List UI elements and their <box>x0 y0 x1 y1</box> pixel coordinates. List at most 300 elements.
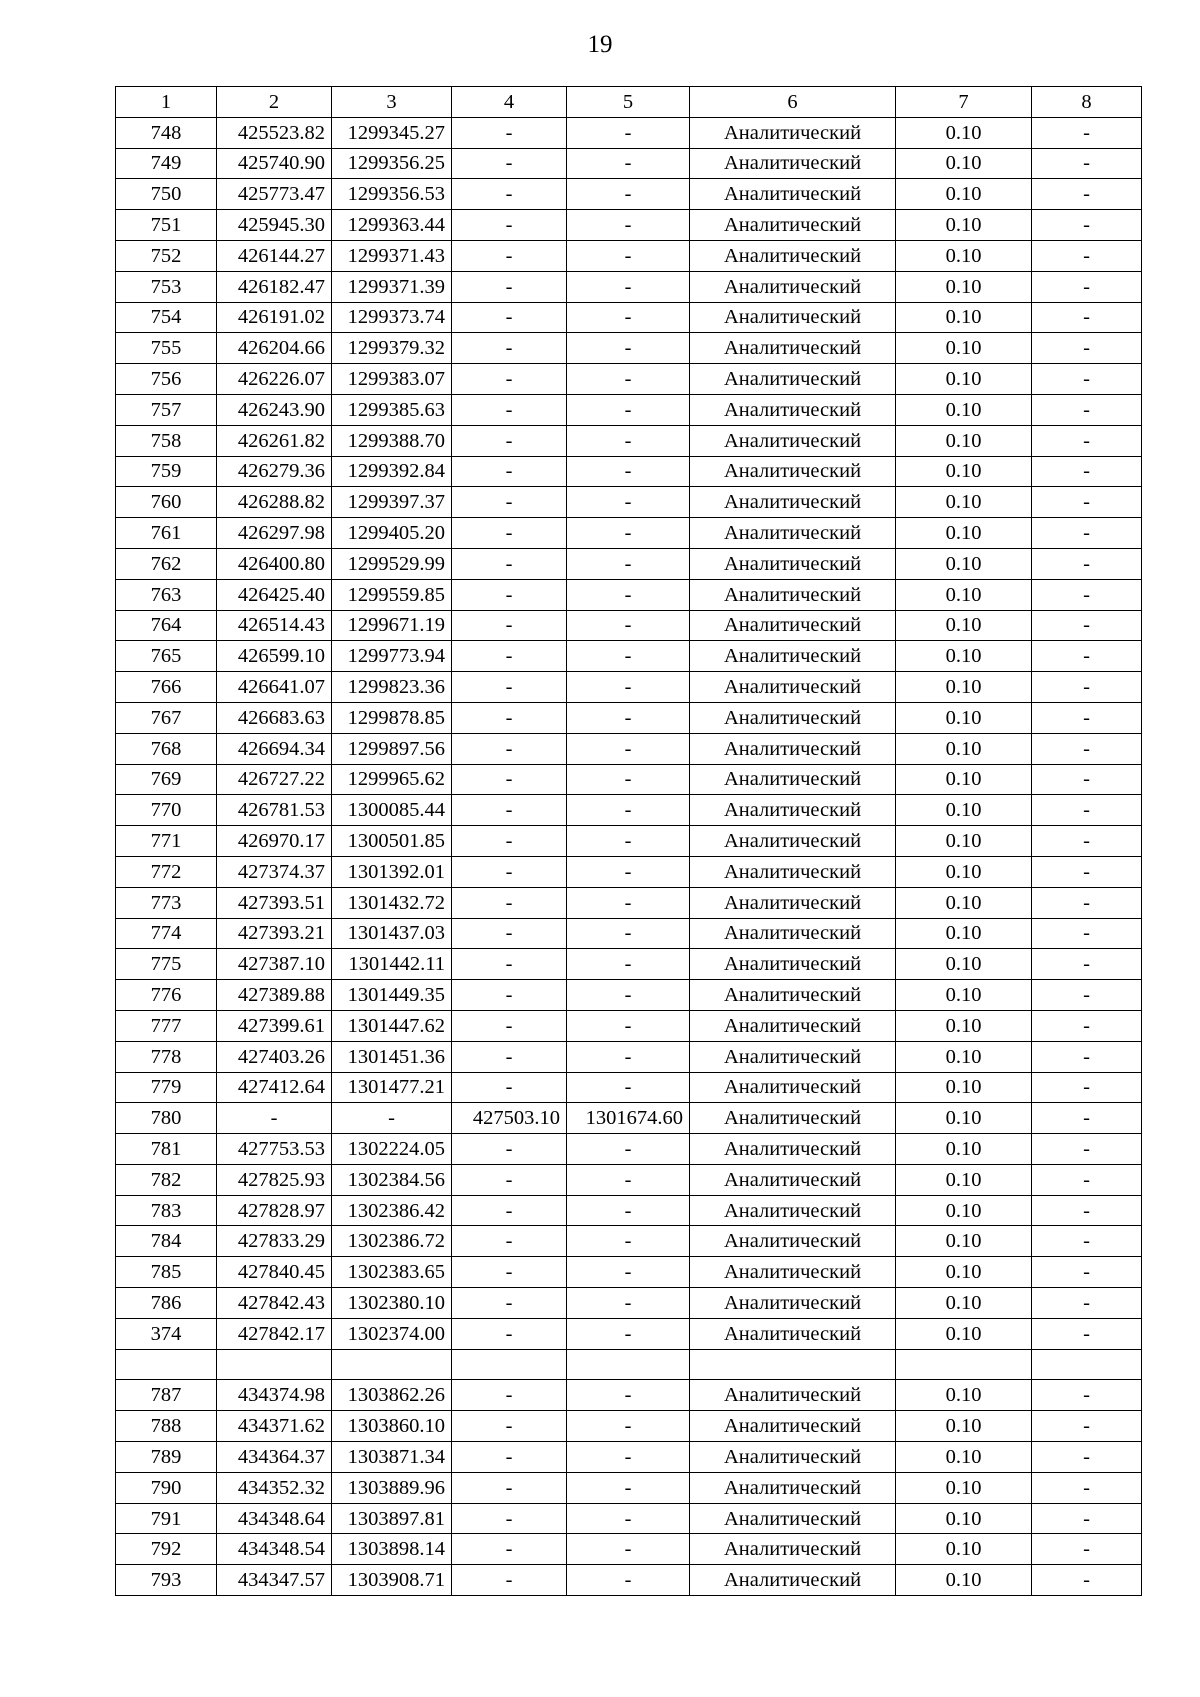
x-coordinate-alt-cell: - <box>452 333 567 364</box>
note-cell: - <box>1032 579 1142 610</box>
y-coordinate-cell: 1299383.07 <box>332 364 452 395</box>
table-row <box>116 240 1142 271</box>
method-cell: Аналитический <box>690 1226 896 1257</box>
accuracy-cell: 0.10 <box>896 764 1032 795</box>
accuracy-cell: 0.10 <box>896 1318 1032 1349</box>
x-coordinate-cell: 427842.43 <box>217 1288 332 1319</box>
point-number-cell: 769 <box>116 764 217 795</box>
y-coordinate-cell: 1303871.34 <box>332 1442 452 1473</box>
point-number-cell: 753 <box>116 271 217 302</box>
table-row <box>116 672 1142 703</box>
point-number-cell: 754 <box>116 302 217 333</box>
point-number-cell: 789 <box>116 1442 217 1473</box>
accuracy-cell: 0.10 <box>896 1226 1032 1257</box>
point-number-cell: 778 <box>116 1041 217 1072</box>
method-cell: Аналитический <box>690 518 896 549</box>
header-cell: 7 <box>896 87 1032 118</box>
x-coordinate-alt-cell: - <box>452 672 567 703</box>
point-number-cell: 771 <box>116 826 217 857</box>
x-coordinate-alt-cell: - <box>452 579 567 610</box>
y-coordinate-cell: 1299371.39 <box>332 271 452 302</box>
method-cell: Аналитический <box>690 240 896 271</box>
note-cell: - <box>1032 1103 1142 1134</box>
method-cell: Аналитический <box>690 394 896 425</box>
accuracy-cell: 0.10 <box>896 518 1032 549</box>
method-cell <box>690 1349 896 1380</box>
method-cell: Аналитический <box>690 1503 896 1534</box>
x-coordinate-cell: 426694.34 <box>217 733 332 764</box>
accuracy-cell: 0.10 <box>896 1195 1032 1226</box>
note-cell: - <box>1032 117 1142 148</box>
note-cell: - <box>1032 487 1142 518</box>
y-coordinate-cell: 1303908.71 <box>332 1565 452 1596</box>
x-coordinate-cell: 426288.82 <box>217 487 332 518</box>
accuracy-cell: 0.10 <box>896 702 1032 733</box>
y-coordinate-cell: 1299356.25 <box>332 148 452 179</box>
y-coordinate-alt-cell <box>567 1349 690 1380</box>
method-cell: Аналитический <box>690 856 896 887</box>
x-coordinate-alt-cell: - <box>452 364 567 395</box>
x-coordinate-cell: 425773.47 <box>217 179 332 210</box>
x-coordinate-cell: 426243.90 <box>217 394 332 425</box>
x-coordinate-cell: 427374.37 <box>217 856 332 887</box>
y-coordinate-alt-cell: - <box>567 826 690 857</box>
x-coordinate-alt-cell: - <box>452 826 567 857</box>
table-row <box>116 610 1142 641</box>
y-coordinate-cell: 1300501.85 <box>332 826 452 857</box>
x-coordinate-cell <box>217 1349 332 1380</box>
y-coordinate-cell: 1301477.21 <box>332 1072 452 1103</box>
note-cell: - <box>1032 1041 1142 1072</box>
accuracy-cell: 0.10 <box>896 240 1032 271</box>
table-row <box>116 1318 1142 1349</box>
y-coordinate-cell: 1302380.10 <box>332 1288 452 1319</box>
y-coordinate-cell: 1299345.27 <box>332 117 452 148</box>
table-row <box>116 364 1142 395</box>
note-cell: - <box>1032 179 1142 210</box>
accuracy-cell: 0.10 <box>896 1010 1032 1041</box>
x-coordinate-cell: 426400.80 <box>217 548 332 579</box>
x-coordinate-alt-cell: - <box>452 1226 567 1257</box>
note-cell: - <box>1032 1565 1142 1596</box>
note-cell: - <box>1032 641 1142 672</box>
x-coordinate-alt-cell: - <box>452 949 567 980</box>
x-coordinate-alt-cell: - <box>452 856 567 887</box>
header-cell: 4 <box>452 87 567 118</box>
table-row <box>116 702 1142 733</box>
accuracy-cell: 0.10 <box>896 733 1032 764</box>
note-cell: - <box>1032 702 1142 733</box>
y-coordinate-cell: 1299392.84 <box>332 456 452 487</box>
table-row <box>116 117 1142 148</box>
point-number-cell: 748 <box>116 117 217 148</box>
x-coordinate-alt-cell: - <box>452 302 567 333</box>
accuracy-cell: 0.10 <box>896 1072 1032 1103</box>
method-cell: Аналитический <box>690 548 896 579</box>
table-row <box>116 1411 1142 1442</box>
point-number-cell: 374 <box>116 1318 217 1349</box>
x-coordinate-alt-cell: - <box>452 240 567 271</box>
point-number-cell: 756 <box>116 364 217 395</box>
accuracy-cell: 0.10 <box>896 271 1032 302</box>
point-number-cell: 757 <box>116 394 217 425</box>
x-coordinate-alt-cell: - <box>452 1164 567 1195</box>
y-coordinate-alt-cell: - <box>567 702 690 733</box>
y-coordinate-alt-cell: - <box>567 1226 690 1257</box>
method-cell: Аналитический <box>690 1318 896 1349</box>
y-coordinate-cell: 1299363.44 <box>332 210 452 241</box>
y-coordinate-cell: 1302383.65 <box>332 1257 452 1288</box>
note-cell: - <box>1032 1380 1142 1411</box>
point-number-cell: 784 <box>116 1226 217 1257</box>
accuracy-cell: 0.10 <box>896 1411 1032 1442</box>
point-number-cell: 763 <box>116 579 217 610</box>
point-number-cell: 761 <box>116 518 217 549</box>
table-row <box>116 271 1142 302</box>
y-coordinate-alt-cell: - <box>567 394 690 425</box>
accuracy-cell: 0.10 <box>896 333 1032 364</box>
point-number-cell <box>116 1349 217 1380</box>
y-coordinate-alt-cell: - <box>567 733 690 764</box>
y-coordinate-cell: 1303897.81 <box>332 1503 452 1534</box>
accuracy-cell: 0.10 <box>896 1472 1032 1503</box>
table-row <box>116 918 1142 949</box>
x-coordinate-alt-cell: - <box>452 1041 567 1072</box>
y-coordinate-cell: 1303898.14 <box>332 1534 452 1565</box>
note-cell: - <box>1032 1164 1142 1195</box>
y-coordinate-alt-cell: - <box>567 1072 690 1103</box>
table-row <box>116 764 1142 795</box>
x-coordinate-cell: 427412.64 <box>217 1072 332 1103</box>
point-number-cell: 780 <box>116 1103 217 1134</box>
y-coordinate-alt-cell: - <box>567 271 690 302</box>
method-cell: Аналитический <box>690 610 896 641</box>
accuracy-cell: 0.10 <box>896 1380 1032 1411</box>
table-row <box>116 394 1142 425</box>
x-coordinate-alt-cell: - <box>452 456 567 487</box>
y-coordinate-alt-cell: - <box>567 548 690 579</box>
x-coordinate-cell: 426297.98 <box>217 518 332 549</box>
x-coordinate-alt-cell: - <box>452 733 567 764</box>
method-cell: Аналитический <box>690 1257 896 1288</box>
y-coordinate-alt-cell: - <box>567 764 690 795</box>
y-coordinate-cell: 1299385.63 <box>332 394 452 425</box>
y-coordinate-cell: 1299878.85 <box>332 702 452 733</box>
table-row <box>116 333 1142 364</box>
table-row <box>116 518 1142 549</box>
point-number-cell: 783 <box>116 1195 217 1226</box>
x-coordinate-cell: 426683.63 <box>217 702 332 733</box>
y-coordinate-cell: 1301449.35 <box>332 980 452 1011</box>
note-cell: - <box>1032 1072 1142 1103</box>
method-cell: Аналитический <box>690 1380 896 1411</box>
x-coordinate-alt-cell: - <box>452 918 567 949</box>
y-coordinate-alt-cell: - <box>567 148 690 179</box>
y-coordinate-cell: 1300085.44 <box>332 795 452 826</box>
y-coordinate-alt-cell: - <box>567 1442 690 1473</box>
x-coordinate-alt-cell <box>452 1349 567 1380</box>
x-coordinate-cell: 427389.88 <box>217 980 332 1011</box>
note-cell: - <box>1032 980 1142 1011</box>
x-coordinate-alt-cell: - <box>452 425 567 456</box>
method-cell: Аналитический <box>690 425 896 456</box>
point-number-cell: 749 <box>116 148 217 179</box>
method-cell: Аналитический <box>690 579 896 610</box>
point-number-cell: 750 <box>116 179 217 210</box>
y-coordinate-alt-cell: - <box>567 1318 690 1349</box>
table-row <box>116 1565 1142 1596</box>
accuracy-cell: 0.10 <box>896 949 1032 980</box>
y-coordinate-alt-cell: - <box>567 1411 690 1442</box>
table-row <box>116 826 1142 857</box>
table-row <box>116 856 1142 887</box>
accuracy-cell: 0.10 <box>896 1534 1032 1565</box>
table-row <box>116 641 1142 672</box>
table-row <box>116 1472 1142 1503</box>
y-coordinate-cell <box>332 1349 452 1380</box>
accuracy-cell: 0.10 <box>896 1134 1032 1165</box>
x-coordinate-alt-cell: - <box>452 1565 567 1596</box>
table-row <box>116 980 1142 1011</box>
method-cell: Аналитический <box>690 826 896 857</box>
method-cell: Аналитический <box>690 1411 896 1442</box>
x-coordinate-cell: 426144.27 <box>217 240 332 271</box>
method-cell: Аналитический <box>690 1534 896 1565</box>
y-coordinate-alt-cell: - <box>567 795 690 826</box>
table-row <box>116 1534 1142 1565</box>
note-cell: - <box>1032 1288 1142 1319</box>
x-coordinate-cell: 427840.45 <box>217 1257 332 1288</box>
table-row <box>116 1195 1142 1226</box>
table-row <box>116 1072 1142 1103</box>
header-cell: 5 <box>567 87 690 118</box>
y-coordinate-cell: 1302374.00 <box>332 1318 452 1349</box>
y-coordinate-cell: 1301442.11 <box>332 949 452 980</box>
accuracy-cell: 0.10 <box>896 179 1032 210</box>
accuracy-cell: 0.10 <box>896 1565 1032 1596</box>
x-coordinate-cell: 426727.22 <box>217 764 332 795</box>
x-coordinate-alt-cell: - <box>452 1072 567 1103</box>
y-coordinate-cell: 1299671.19 <box>332 610 452 641</box>
x-coordinate-alt-cell: - <box>452 887 567 918</box>
x-coordinate-cell: 427399.61 <box>217 1010 332 1041</box>
table-row <box>116 148 1142 179</box>
x-coordinate-alt-cell: - <box>452 1010 567 1041</box>
y-coordinate-alt-cell: - <box>567 1534 690 1565</box>
method-cell: Аналитический <box>690 148 896 179</box>
method-cell: Аналитический <box>690 333 896 364</box>
x-coordinate-alt-cell: - <box>452 610 567 641</box>
point-number-cell: 790 <box>116 1472 217 1503</box>
x-coordinate-cell: 427828.97 <box>217 1195 332 1226</box>
y-coordinate-cell: 1302384.56 <box>332 1164 452 1195</box>
accuracy-cell: 0.10 <box>896 548 1032 579</box>
point-number-cell: 755 <box>116 333 217 364</box>
method-cell: Аналитический <box>690 1442 896 1473</box>
table-row <box>116 1442 1142 1473</box>
point-number-cell: 774 <box>116 918 217 949</box>
y-coordinate-alt-cell: - <box>567 579 690 610</box>
note-cell: - <box>1032 1411 1142 1442</box>
y-coordinate-alt-cell: - <box>567 1134 690 1165</box>
method-cell: Аналитический <box>690 487 896 518</box>
note-cell: - <box>1032 302 1142 333</box>
y-coordinate-alt-cell: - <box>567 425 690 456</box>
y-coordinate-cell: 1301437.03 <box>332 918 452 949</box>
note-cell: - <box>1032 856 1142 887</box>
x-coordinate-cell: 434347.57 <box>217 1565 332 1596</box>
y-coordinate-alt-cell: - <box>567 672 690 703</box>
x-coordinate-cell: 427387.10 <box>217 949 332 980</box>
point-number-cell: 775 <box>116 949 217 980</box>
point-number-cell: 762 <box>116 548 217 579</box>
point-number-cell: 760 <box>116 487 217 518</box>
y-coordinate-alt-cell: - <box>567 887 690 918</box>
header-cell: 1 <box>116 87 217 118</box>
note-cell: - <box>1032 394 1142 425</box>
x-coordinate-cell: 426279.36 <box>217 456 332 487</box>
table-row <box>116 887 1142 918</box>
table-row <box>116 1041 1142 1072</box>
method-cell: Аналитический <box>690 302 896 333</box>
y-coordinate-alt-cell: - <box>567 1503 690 1534</box>
note-cell: - <box>1032 425 1142 456</box>
y-coordinate-alt-cell: - <box>567 364 690 395</box>
x-coordinate-cell: 426599.10 <box>217 641 332 672</box>
y-coordinate-alt-cell: - <box>567 1472 690 1503</box>
x-coordinate-alt-cell: - <box>452 179 567 210</box>
table-row <box>116 1226 1142 1257</box>
table-row <box>116 1103 1142 1134</box>
accuracy-cell: 0.10 <box>896 795 1032 826</box>
y-coordinate-cell: 1301451.36 <box>332 1041 452 1072</box>
method-cell: Аналитический <box>690 702 896 733</box>
accuracy-cell: 0.10 <box>896 980 1032 1011</box>
accuracy-cell: 0.10 <box>896 579 1032 610</box>
header-cell: 6 <box>690 87 896 118</box>
x-coordinate-alt-cell: - <box>452 117 567 148</box>
y-coordinate-cell: 1302386.72 <box>332 1226 452 1257</box>
accuracy-cell: 0.10 <box>896 364 1032 395</box>
y-coordinate-alt-cell: - <box>567 487 690 518</box>
accuracy-cell: 0.10 <box>896 1164 1032 1195</box>
accuracy-cell: 0.10 <box>896 394 1032 425</box>
point-number-cell: 773 <box>116 887 217 918</box>
x-coordinate-alt-cell: - <box>452 1472 567 1503</box>
table-row <box>116 210 1142 241</box>
y-coordinate-alt-cell: - <box>567 518 690 549</box>
y-coordinate-cell: 1299379.32 <box>332 333 452 364</box>
x-coordinate-alt-cell: - <box>452 487 567 518</box>
point-number-cell: 770 <box>116 795 217 826</box>
accuracy-cell: 0.10 <box>896 1288 1032 1319</box>
point-number-cell: 766 <box>116 672 217 703</box>
method-cell: Аналитический <box>690 641 896 672</box>
table-row <box>116 302 1142 333</box>
note-cell: - <box>1032 610 1142 641</box>
y-coordinate-alt-cell: - <box>567 1010 690 1041</box>
y-coordinate-alt-cell: - <box>567 641 690 672</box>
x-coordinate-cell: 425740.90 <box>217 148 332 179</box>
point-number-cell: 786 <box>116 1288 217 1319</box>
y-coordinate-alt-cell: - <box>567 1288 690 1319</box>
note-cell: - <box>1032 1442 1142 1473</box>
note-cell: - <box>1032 795 1142 826</box>
x-coordinate-cell: 434348.64 <box>217 1503 332 1534</box>
note-cell: - <box>1032 826 1142 857</box>
y-coordinate-cell: 1299405.20 <box>332 518 452 549</box>
table-row <box>116 1257 1142 1288</box>
y-coordinate-alt-cell: - <box>567 240 690 271</box>
x-coordinate-cell: 426970.17 <box>217 826 332 857</box>
accuracy-cell: 0.10 <box>896 1257 1032 1288</box>
accuracy-cell: 0.10 <box>896 887 1032 918</box>
table-row <box>116 1164 1142 1195</box>
x-coordinate-alt-cell: - <box>452 702 567 733</box>
accuracy-cell <box>896 1349 1032 1380</box>
y-coordinate-cell: 1303860.10 <box>332 1411 452 1442</box>
y-coordinate-alt-cell: - <box>567 610 690 641</box>
y-coordinate-alt-cell: - <box>567 856 690 887</box>
y-coordinate-cell: - <box>332 1103 452 1134</box>
point-number-cell: 793 <box>116 1565 217 1596</box>
y-coordinate-cell: 1299371.43 <box>332 240 452 271</box>
note-cell: - <box>1032 949 1142 980</box>
y-coordinate-alt-cell: - <box>567 980 690 1011</box>
accuracy-cell: 0.10 <box>896 918 1032 949</box>
point-number-cell: 781 <box>116 1134 217 1165</box>
accuracy-cell: 0.10 <box>896 1103 1032 1134</box>
table-row <box>116 1349 1142 1380</box>
x-coordinate-alt-cell: - <box>452 1380 567 1411</box>
x-coordinate-cell: 426425.40 <box>217 579 332 610</box>
y-coordinate-cell: 1299373.74 <box>332 302 452 333</box>
x-coordinate-cell: 426781.53 <box>217 795 332 826</box>
accuracy-cell: 0.10 <box>896 425 1032 456</box>
page-number: 19 <box>587 31 613 58</box>
accuracy-cell: 0.10 <box>896 148 1032 179</box>
y-coordinate-cell: 1299397.37 <box>332 487 452 518</box>
method-cell: Аналитический <box>690 1565 896 1596</box>
method-cell: Аналитический <box>690 364 896 395</box>
point-number-cell: 788 <box>116 1411 217 1442</box>
point-number-cell: 765 <box>116 641 217 672</box>
note-cell: - <box>1032 764 1142 795</box>
note-cell: - <box>1032 1010 1142 1041</box>
note-cell: - <box>1032 918 1142 949</box>
x-coordinate-alt-cell: - <box>452 641 567 672</box>
point-number-cell: 772 <box>116 856 217 887</box>
y-coordinate-alt-cell: - <box>567 1164 690 1195</box>
method-cell: Аналитический <box>690 271 896 302</box>
x-coordinate-alt-cell: - <box>452 271 567 302</box>
note-cell: - <box>1032 333 1142 364</box>
note-cell: - <box>1032 240 1142 271</box>
x-coordinate-cell: 426261.82 <box>217 425 332 456</box>
accuracy-cell: 0.10 <box>896 117 1032 148</box>
table-row <box>116 1380 1142 1411</box>
x-coordinate-alt-cell: - <box>452 518 567 549</box>
y-coordinate-alt-cell: - <box>567 1257 690 1288</box>
table-row <box>116 425 1142 456</box>
note-cell: - <box>1032 210 1142 241</box>
x-coordinate-alt-cell: - <box>452 1411 567 1442</box>
x-coordinate-cell: 434374.98 <box>217 1380 332 1411</box>
x-coordinate-cell: 426514.43 <box>217 610 332 641</box>
x-coordinate-alt-cell: - <box>452 1257 567 1288</box>
header-cell: 3 <box>332 87 452 118</box>
x-coordinate-cell: 434348.54 <box>217 1534 332 1565</box>
